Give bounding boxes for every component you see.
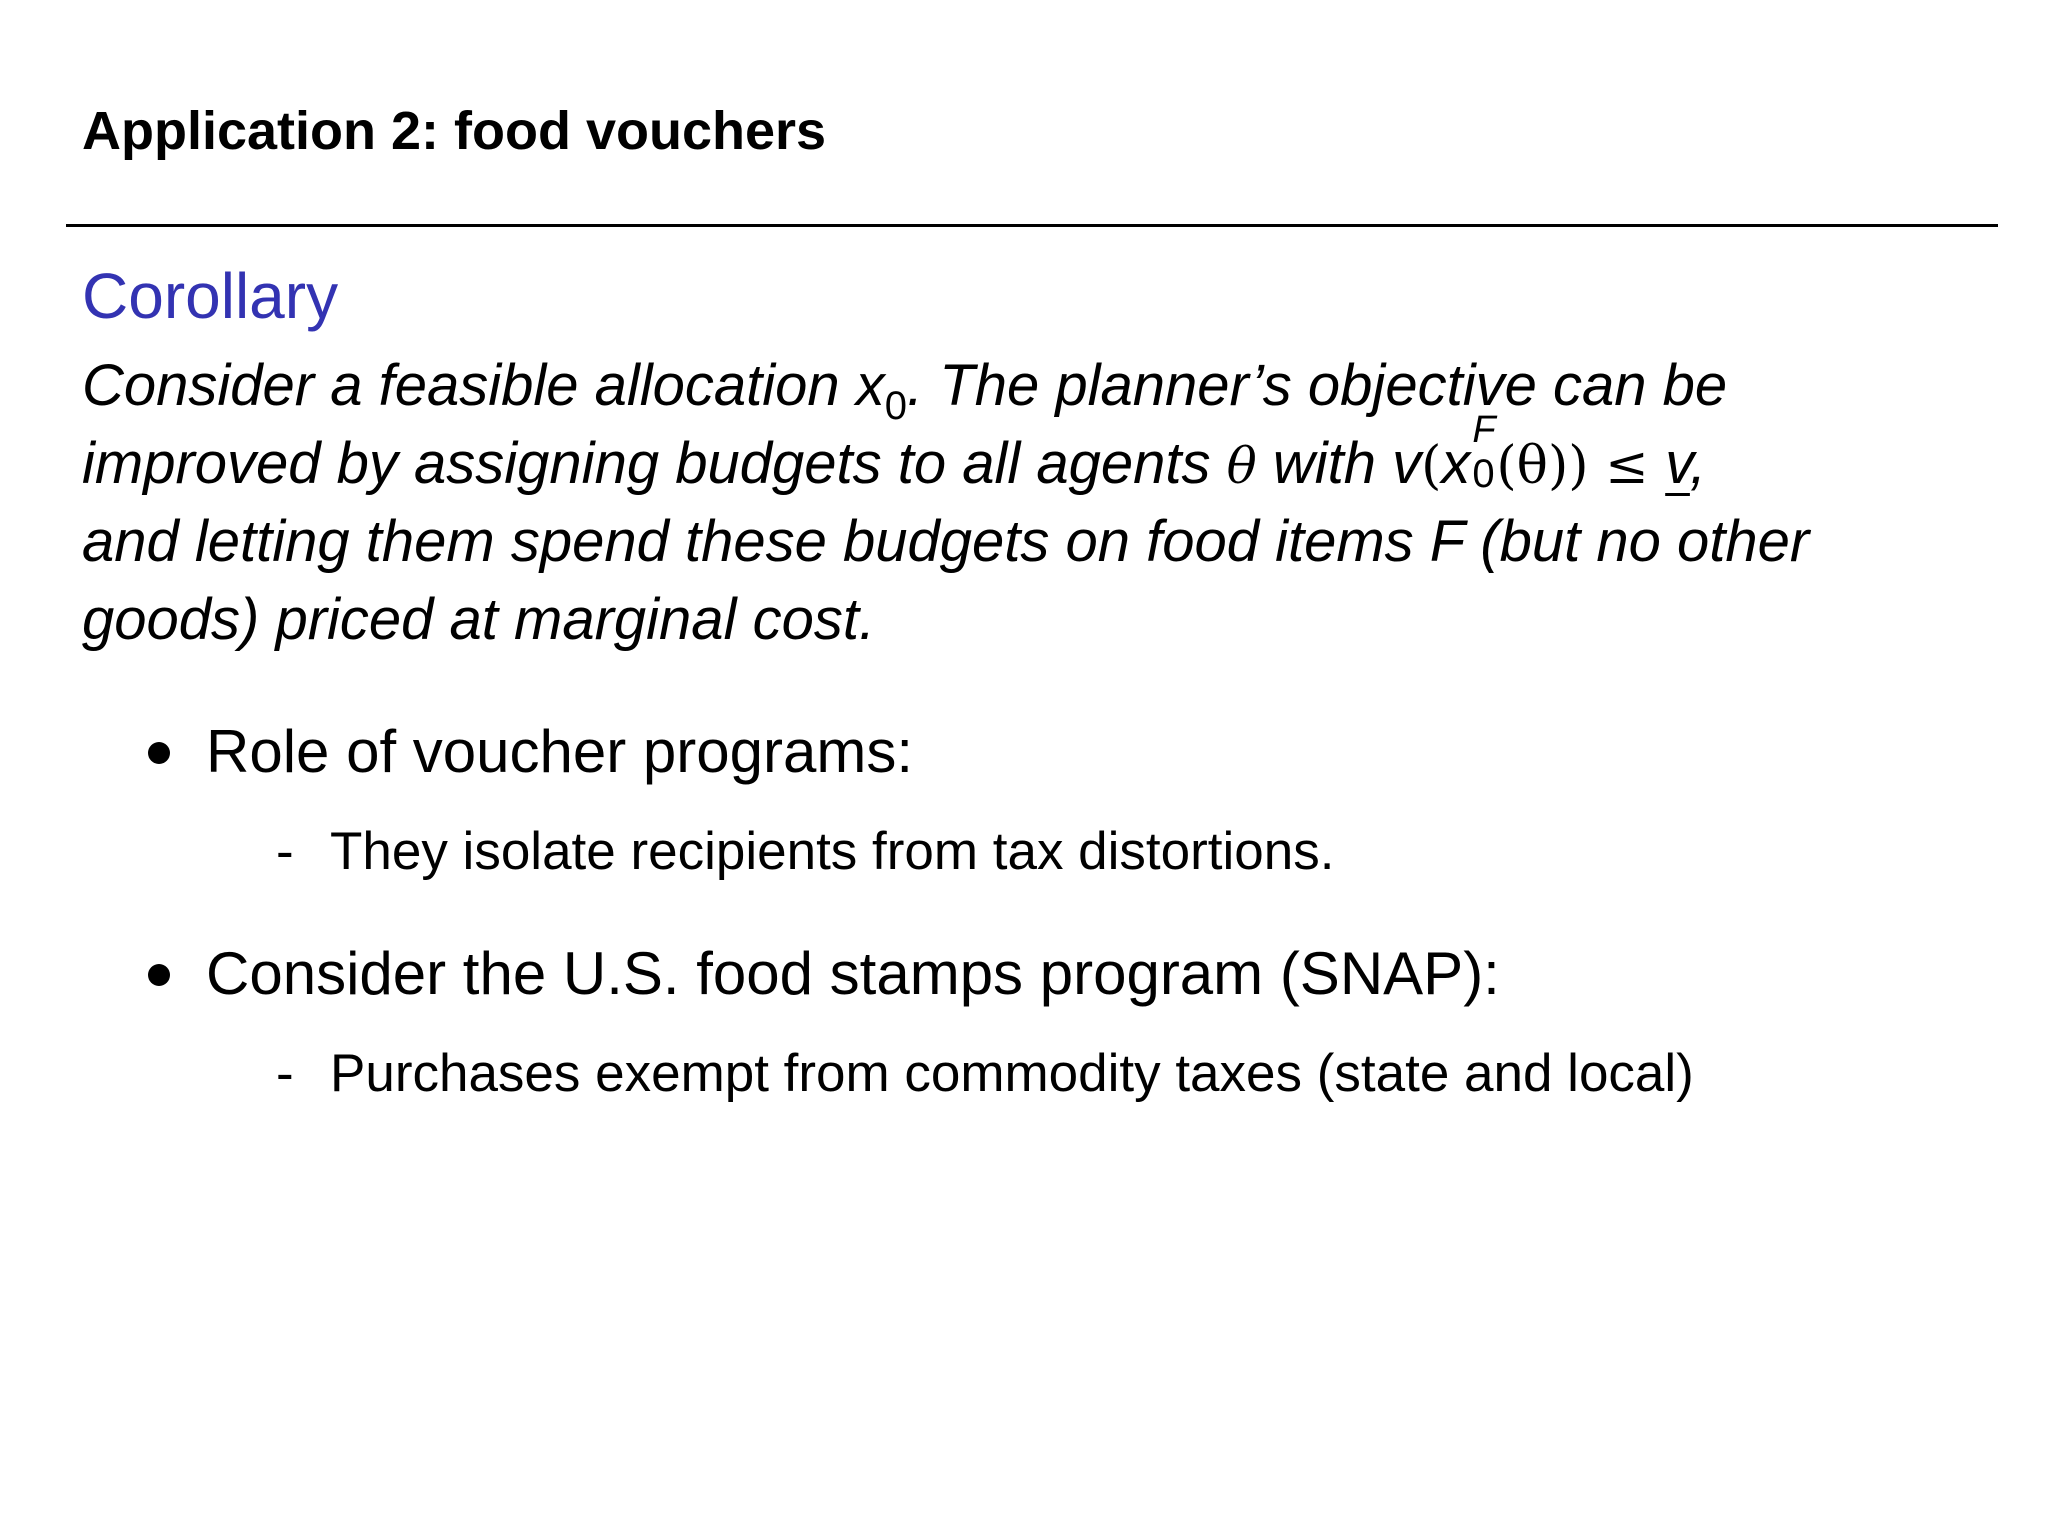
var-v-underline: v (1665, 431, 1690, 496)
theta-argument: (θ)) (1496, 436, 1589, 496)
var-x-food: x (1441, 431, 1471, 496)
x-food-subscript: 0 (1472, 452, 1495, 496)
corollary-body (82, 347, 1982, 659)
corollary-line-1 (82, 347, 1982, 428)
var-v: v (1392, 431, 1422, 496)
var-x-subscript: 0 (884, 384, 908, 428)
theta-symbol: θ (1226, 437, 1257, 495)
with-word: with (1256, 431, 1393, 496)
bullet-icon (148, 742, 170, 764)
comma: , (1689, 431, 1707, 496)
subitem-commodity-taxes: Purchases exempt from commodity taxes (state and local) (330, 1044, 1694, 1103)
corollary-title: Corollary (82, 260, 339, 332)
leq-symbol: ≤ (1588, 436, 1666, 496)
corollary-line-2-text: improved by assigning budgets to all agents (82, 431, 1227, 496)
corollary-line-1-text: Consider a feasible allocation (82, 353, 856, 418)
bullet-item-snap: Consider the U.S. food stamps program (SNAP): (206, 940, 1500, 1007)
bullet-icon (148, 964, 170, 986)
corollary-line-2 (82, 409, 1982, 503)
corollary-line-3: and letting them spend these budgets on food items F (but no other (82, 509, 1810, 574)
frame-title: Application 2: food vouchers (82, 101, 827, 161)
x-food-scripts (1470, 409, 1496, 496)
open-paren: ( (1421, 436, 1442, 496)
var-x: x (855, 353, 885, 418)
corollary-line-1-rest: . The planner’s objective can be (907, 353, 1728, 418)
title-divider (66, 224, 1998, 227)
corollary-line-4: goods) priced at marginal cost. (82, 587, 876, 652)
x-food-superscript: F (1472, 409, 1496, 451)
dash-icon: - (276, 822, 294, 881)
subitem-tax-distortions: They isolate recipients from tax distortions. (330, 822, 1335, 881)
bullet-item-role: Role of voucher programs: (206, 718, 913, 785)
dash-icon: - (276, 1044, 294, 1103)
